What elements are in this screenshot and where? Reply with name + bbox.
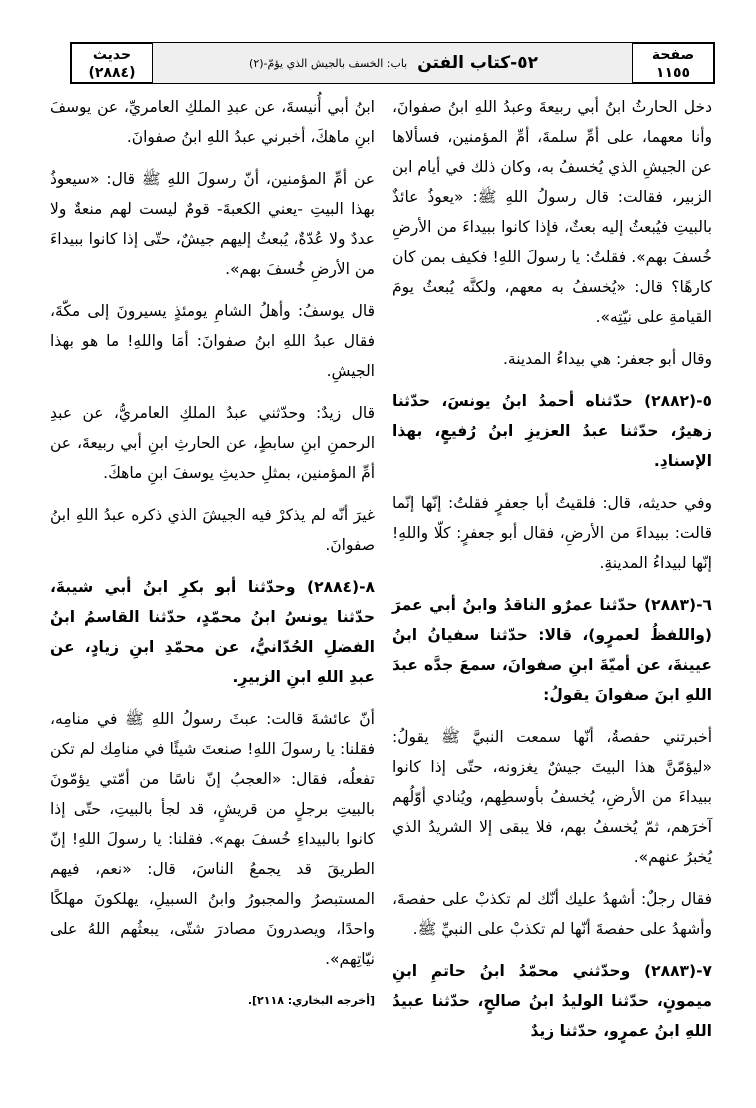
hadith-paragraph: ٦-(٢٨٨٣) حدّثنا عمرٌو الناقدُ وابنُ أبي عمرَ (واللفظُ لعمرٍو)، قالا: حدّثنا سفيانُ ابنُ عيينةَ، عن أميّةَ ابنِ صفوانَ، سمعَ جدَّه عبدَ اللهِ ابنَ صفوانَ يقولُ:: [392, 596, 712, 704]
paragraph: قال زيدٌ: وحدّثني عبدُ الملكِ العامريُّ، عن عبدِ الرحمنِ ابنِ سابطٍ، عن الحارثِ ابنِ أبي ربيعةَ، عن أمِّ المؤمنين، بمثلِ حديثِ يوسفَ ابنِ ماهكَ.: [50, 404, 375, 482]
paragraph: أخبرتني حفصةُ، أنّها سمعت النبيَّ ﷺ يقولُ: «ليؤمّنَّ هذا البيتَ جيشٌ يغزونه، حتّى إذا كانوا ببيداءَ من الأرضِ، يُخسفُ بأوسطِهم، ويُنادي أوّلُهم آخرَهم، ثمّ يُخسفُ بهم، فلا يبقى إلا الشريدُ الذي يُخبرُ عنهم».: [392, 728, 712, 866]
hadith-paragraph: ٨-(٢٨٨٤) وحدّثنا أبو بكرِ ابنُ أبي شيبةَ، حدّثنا يونسُ ابنُ محمّدٍ، حدّثنا القاسمُ ابنُ الفضلِ الحُدّانيُّ، عن محمّدِ ابنِ زيادٍ، عن عبدِ اللهِ ابنِ الزبيرِ.: [50, 578, 375, 686]
running-header: [70, 42, 715, 84]
source-note: [أخرجه البخاري: ٢١١٨].: [247, 994, 375, 1007]
left-column: [50, 92, 375, 1028]
hadith-paragraph: ٥-(٢٨٨٢) حدّثناه أحمدُ ابنُ يونسَ، حدّثنا زهيرٌ، حدّثنا عبدُ العزيزِ ابنُ رُفيعٍ، بهذا الإسنادِ.: [392, 392, 712, 470]
paragraph: قال يوسفُ: وأهلُ الشامِ يومئذٍ يسيرونَ إلى مكّةَ، فقال عبدُ اللهِ ابنُ صفوانَ: أمَا واللهِ! ما هو بهذا الجيشِ.: [50, 302, 375, 380]
chapter-title: (٢)-باب: الخسف بالجيش الذي يؤمّ: [249, 56, 408, 70]
hadith-number: (٢٨٨٤): [88, 65, 136, 81]
hadith-number-box: [71, 43, 153, 83]
paragraph: غيرَ أنّه لم يذكرْ فيه الجيشَ الذي ذكره عبدُ اللهِ ابنُ صفوانَ.: [50, 506, 375, 554]
page-number: ١١٥٥: [655, 65, 691, 81]
paragraph: عن أمِّ المؤمنين، أنّ رسولَ اللهِ ﷺ قال: «سيعوذُ بهذا البيتِ -يعني الكعبةَ- قومٌ ليست لهم منعةٌ ولا عددٌ ولا عُدّةٌ، يُبعثُ إليهم جيشٌ، حتّى إذا كانوا ببيداءَ من الأرضِ خُسفَ بهم».: [50, 170, 375, 278]
hadith-paragraph: ٧-(٢٨٨٣) وحدّثني محمّدُ ابنُ حاتمِ ابنِ ميمونٍ، حدّثنا الوليدُ ابنُ صالحٍ، حدّثنا عبيدُ اللهِ ابنُ عمرٍو، حدّثنا زيدٌ: [392, 962, 712, 1040]
header-title: [161, 43, 626, 83]
paragraph: وفي حديثه، قال: فلقيتُ أبا جعفرٍ فقلتُ: إنّها إنّما قالت: ببيداءَ من الأرضِ، فقال أبو جعفرٍ: كلّا واللهِ! إنّها لبيداءُ المدينةِ.: [392, 494, 712, 572]
right-column: [392, 92, 712, 1058]
paragraph: فقال رجلٌ: أشهدُ عليك أنّك لم تكذبْ على حفصةَ، وأشهدُ على حفصةَ أنّها لم تكذبْ على النبيِّ ﷺ.: [392, 890, 712, 938]
paragraph: وقال أبو جعفر: هي بيداءُ المدينة.: [503, 350, 712, 368]
paragraph: ابنُ أبي أُنيسةَ، عن عبدِ الملكِ العامريِّ، عن يوسفَ ابنِ ماهكَ، أخبرني عبدُ اللهِ ابنُ صفوانَ.: [50, 98, 375, 146]
paragraph: دخل الحارثُ ابنُ أبي ربيعةَ وعبدُ اللهِ ابنُ صفوانَ، وأنا معهما، على أمِّ سلمةَ، أمِّ المؤمنين، فسألاها عن الجيشِ الذي يُخسفُ به، وكان ذلك في أيام ابن الزبير، فقالت: قال رسولُ اللهِ ﷺ: «يعوذُ عائذٌ بالبيتِ فيُبعثُ إليه بعثٌ، فإذا كانوا ببيداءَ من الأرضِ خُسفَ بهم». فقلتُ: يا رسولَ اللهِ! فكيف بمن كان كارهًا؟ قال: «يُخسفُ به معهم، ولكنَّه يُبعثُ يومَ القيامةِ على نيّتِه».: [392, 98, 712, 326]
page-number-box: [632, 43, 714, 83]
page-label: صفحة: [651, 47, 695, 63]
book-title: ٥٢-كتاب الفتن: [417, 53, 538, 73]
paragraph: أنّ عائشةَ قالت: عبثَ رسولُ اللهِ ﷺ في منامِه، فقلنا: يا رسولَ اللهِ! صنعتَ شيئًا في منامِك لم تكن تفعلُه، فقال: «العجبُ إنّ ناسًا من أمّتي يؤمّونَ بالبيتِ برجلٍ من قريشٍ، قد لجأ بالبيتِ، حتّى إذا كانوا بالبيداءِ خُسفَ بهم». فقلنا: يا رسولَ اللهِ! إنّ الطريقَ قد يجمعُ الناسَ، قال: «نعم، فيهم المستبصرُ والمجبورُ وابنُ السبيلِ، يهلكونَ مهلكًا واحدًا، ويصدرونَ مصادرَ شتّى، يبعثُهم اللهُ على نيّاتِهم».: [50, 710, 375, 968]
hadith-label: حديث: [92, 47, 132, 63]
